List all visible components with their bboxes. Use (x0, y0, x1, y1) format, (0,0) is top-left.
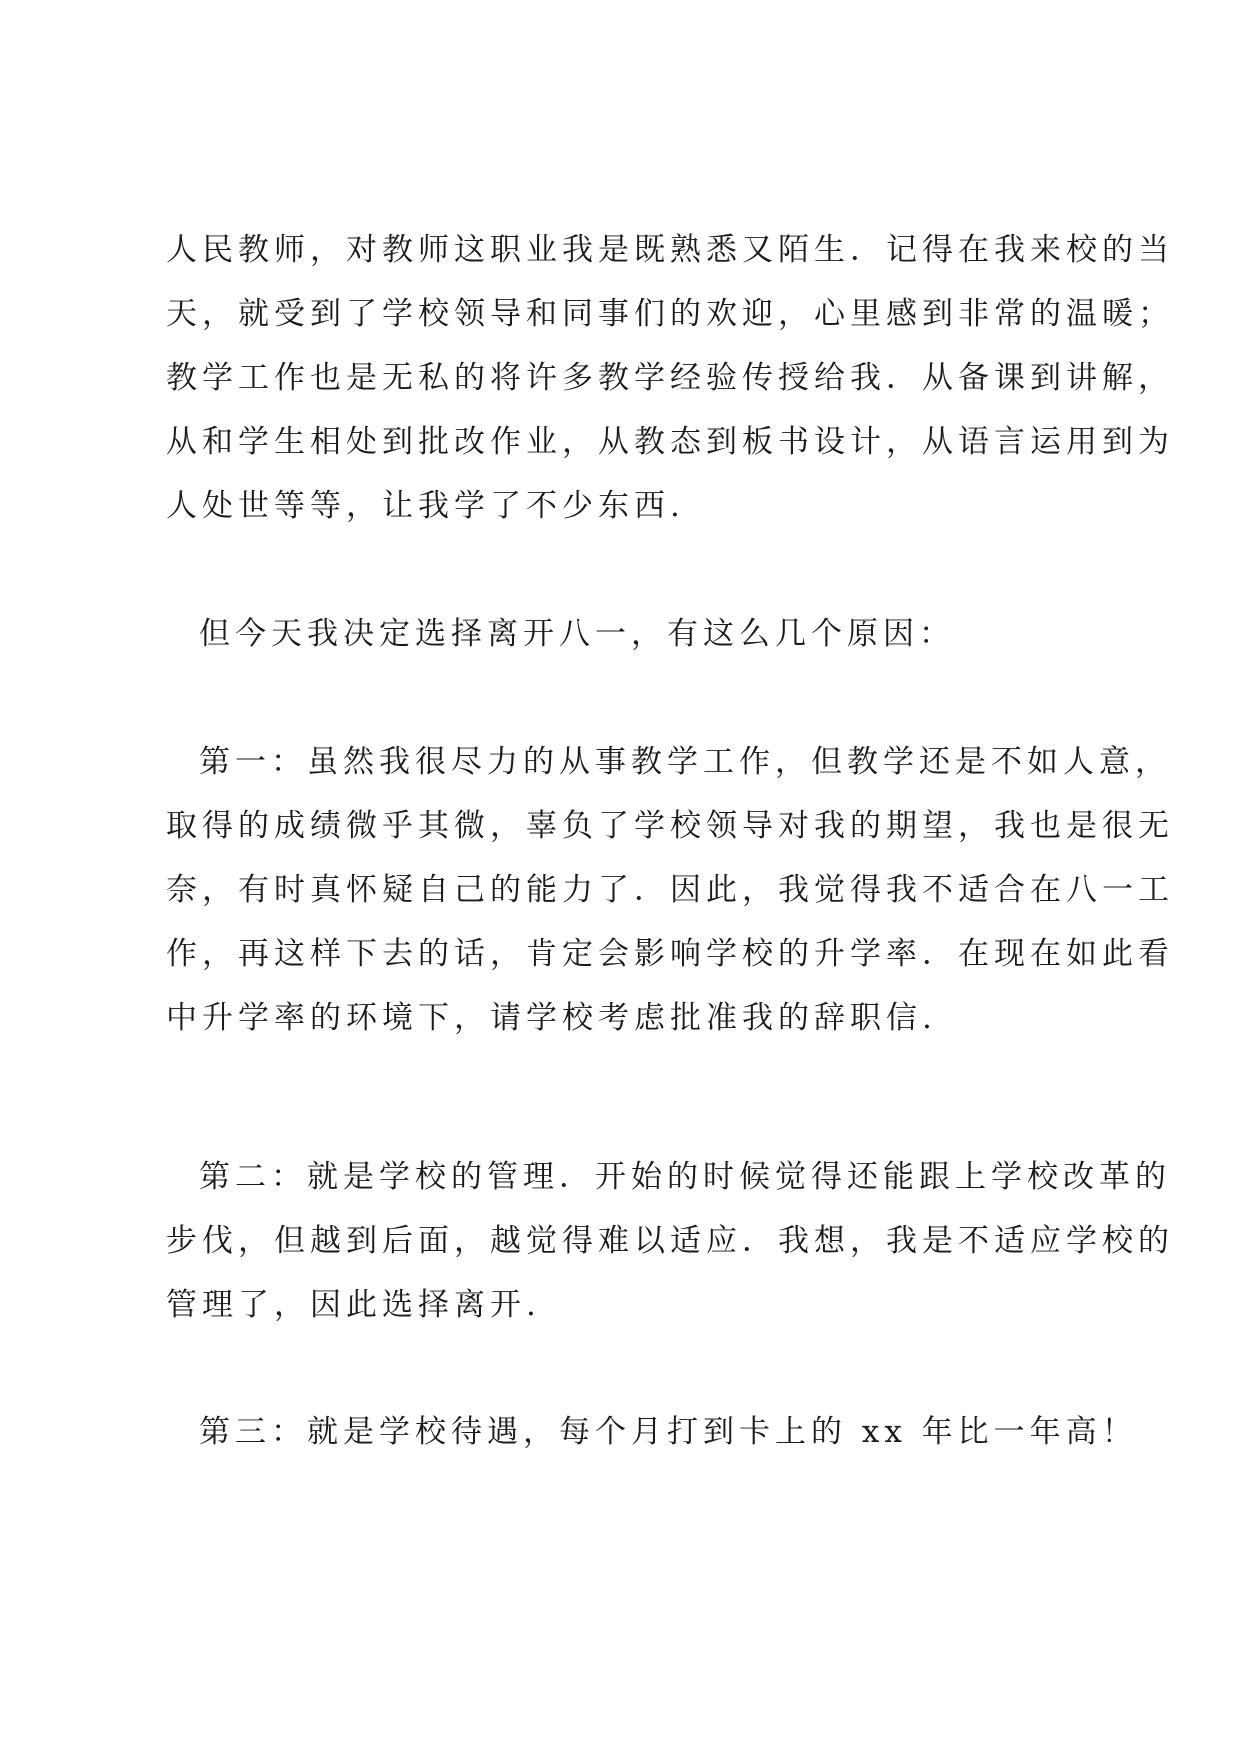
paragraph-line: 人处世等等，让我学了不少东西. (166, 488, 685, 524)
paragraph-reason-three (166, 1400, 1138, 1464)
paragraph-reason-one (166, 730, 1174, 1050)
paragraph-line: 取得的成绩微乎其微，辜负了学校领导对我的期望，我也是很无 (166, 808, 1174, 844)
paragraph-line: 教学工作也是无私的将许多教学经验传授给我．从备课到讲解， (166, 360, 1174, 396)
paragraph-reasons-intro (166, 602, 1096, 666)
paragraph-line: 人民教师，对教师这职业我是既熟悉又陌生．记得在我来校的当 (166, 232, 1174, 268)
paragraph-line: 步伐，但越到后面，越觉得难以适应．我想，我是不适应学校的 (166, 1223, 1174, 1259)
paragraph-line: 奈，有时真怀疑自己的能力了．因此，我觉得我不适合在八一工 (166, 872, 1174, 908)
paragraph-line: 作，再这样下去的话，肯定会影响学校的升学率．在现在如此看 (166, 936, 1174, 972)
paragraph-line: 第二：就是学校的管理．开始的时候觉得还能跟上学校改革的 (199, 1159, 1171, 1195)
paragraph-line: 管理了，因此选择离开. (166, 1287, 541, 1323)
paragraph-line: 从和学生相处到批改作业，从教态到板书设计，从语言运用到为 (166, 424, 1174, 460)
paragraph-line: 天，就受到了学校领导和同事们的欢迎，心里感到非常的温暖； (166, 296, 1174, 332)
paragraph-line: 第三：就是学校待遇，每个月打到卡上的 xx 年比一年高！ (199, 1414, 1138, 1450)
paragraph-reason-two (166, 1145, 1174, 1337)
paragraph-line: 但今天我决定选择离开八一，有这么几个原因： (199, 616, 955, 652)
paragraph-line: 中升学率的环境下，请学校考虑批准我的辞职信. (166, 1000, 937, 1036)
paragraph-intro (166, 218, 1174, 538)
paragraph-line: 第一：虽然我很尽力的从事教学工作，但教学还是不如人意， (199, 744, 1171, 780)
